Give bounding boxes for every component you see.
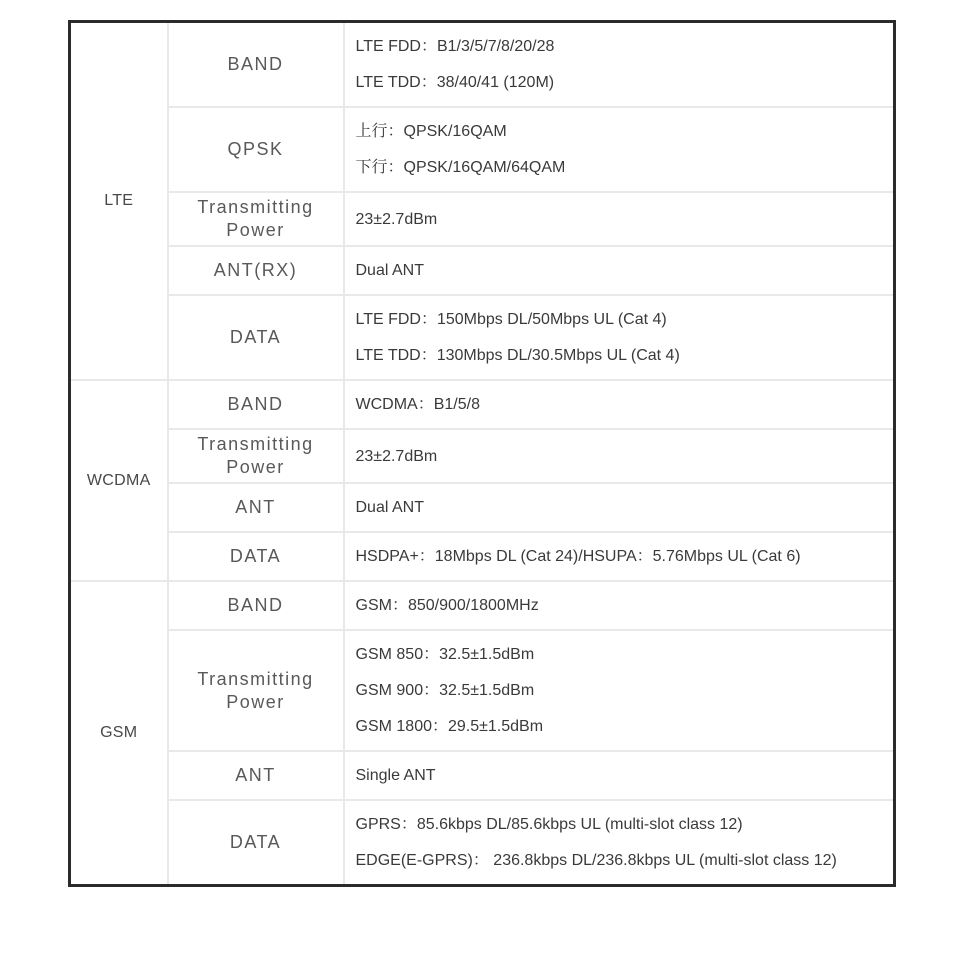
row-lte-0: [70, 22, 895, 108]
value-line: GSM 850：32.5±1.5dBm: [355, 646, 535, 663]
value-line: 23±2.7dBm: [355, 210, 438, 228]
param-cell-wcdma-0: BAND: [168, 380, 344, 429]
row-lte-1: [70, 107, 895, 192]
value-line: LTE FDD：B1/3/5/7/8/20/28: [355, 38, 555, 55]
value-line: GPRS：85.6kbps DL/85.6kbps UL (multi-slot class 12): [355, 816, 743, 833]
row-gsm-1: [70, 630, 895, 751]
row-lte-3: [70, 246, 895, 295]
row-wcdma-1: [70, 429, 895, 483]
value-cell-gsm-0: [344, 581, 895, 630]
value-cell-gsm-3: [344, 800, 895, 886]
spec-table-body: [70, 22, 895, 886]
value-cell-wcdma-1: [344, 429, 895, 483]
param-cell-lte-3: ANT(RX): [168, 246, 344, 295]
value-line: Dual ANT: [355, 262, 424, 279]
row-gsm-2: [70, 751, 895, 800]
value-line: 23±2.7dBm: [355, 447, 438, 465]
value-cell-wcdma-3: [344, 532, 895, 581]
value-line: LTE TDD：130Mbps DL/30.5Mbps UL (Cat 4): [355, 347, 680, 364]
param-cell-gsm-0: BAND: [168, 581, 344, 630]
value-line: WCDMA：B1/5/8: [355, 396, 480, 413]
group-cell-gsm: GSM: [70, 581, 168, 886]
row-lte-4: [70, 295, 895, 380]
value-line: GSM 1800：29.5±1.5dBm: [355, 718, 544, 735]
value-cell-gsm-1: [344, 630, 895, 751]
row-gsm-0: [70, 581, 895, 630]
param-cell-wcdma-2: ANT: [168, 483, 344, 532]
value-cell-wcdma-0: [344, 380, 895, 429]
param-cell-gsm-1: Transmitting Power: [168, 630, 344, 751]
param-cell-gsm-2: ANT: [168, 751, 344, 800]
param-cell-lte-0: BAND: [168, 22, 344, 108]
value-line: Dual ANT: [355, 499, 424, 516]
param-cell-lte-4: DATA: [168, 295, 344, 380]
row-wcdma-3: [70, 532, 895, 581]
group-cell-wcdma: WCDMA: [70, 380, 168, 581]
row-wcdma-0: [70, 380, 895, 429]
value-cell-lte-3: [344, 246, 895, 295]
value-cell-lte-1: [344, 107, 895, 192]
param-cell-wcdma-3: DATA: [168, 532, 344, 581]
value-cell-lte-2: [344, 192, 895, 246]
value-line: Single ANT: [355, 767, 436, 784]
value-line: LTE TDD：38/40/41 (120M): [355, 74, 555, 91]
value-line: 上行：QPSK/16QAM: [355, 123, 507, 140]
param-cell-wcdma-1: Transmitting Power: [168, 429, 344, 483]
group-cell-lte: LTE: [70, 22, 168, 381]
value-line: LTE FDD：150Mbps DL/50Mbps UL (Cat 4): [355, 311, 667, 328]
row-lte-2: [70, 192, 895, 246]
param-cell-lte-2: Transmitting Power: [168, 192, 344, 246]
value-line: GSM 900：32.5±1.5dBm: [355, 682, 535, 699]
value-cell-lte-0: [344, 22, 895, 108]
param-cell-gsm-3: DATA: [168, 800, 344, 886]
row-wcdma-2: [70, 483, 895, 532]
spec-table: [68, 20, 896, 887]
value-cell-wcdma-2: [344, 483, 895, 532]
param-cell-lte-1: QPSK: [168, 107, 344, 192]
row-gsm-3: [70, 800, 895, 886]
value-line: GSM：850/900/1800MHz: [355, 597, 539, 614]
value-cell-gsm-2: [344, 751, 895, 800]
value-line: 下行：QPSK/16QAM/64QAM: [355, 159, 566, 176]
value-line: EDGE(E-GPRS)： 236.8kbps DL/236.8kbps UL (multi-slot class 12): [355, 852, 837, 869]
value-line: HSDPA+：18Mbps DL (Cat 24)/HSUPA：5.76Mbps UL (Cat 6): [355, 548, 801, 565]
value-cell-lte-4: [344, 295, 895, 380]
